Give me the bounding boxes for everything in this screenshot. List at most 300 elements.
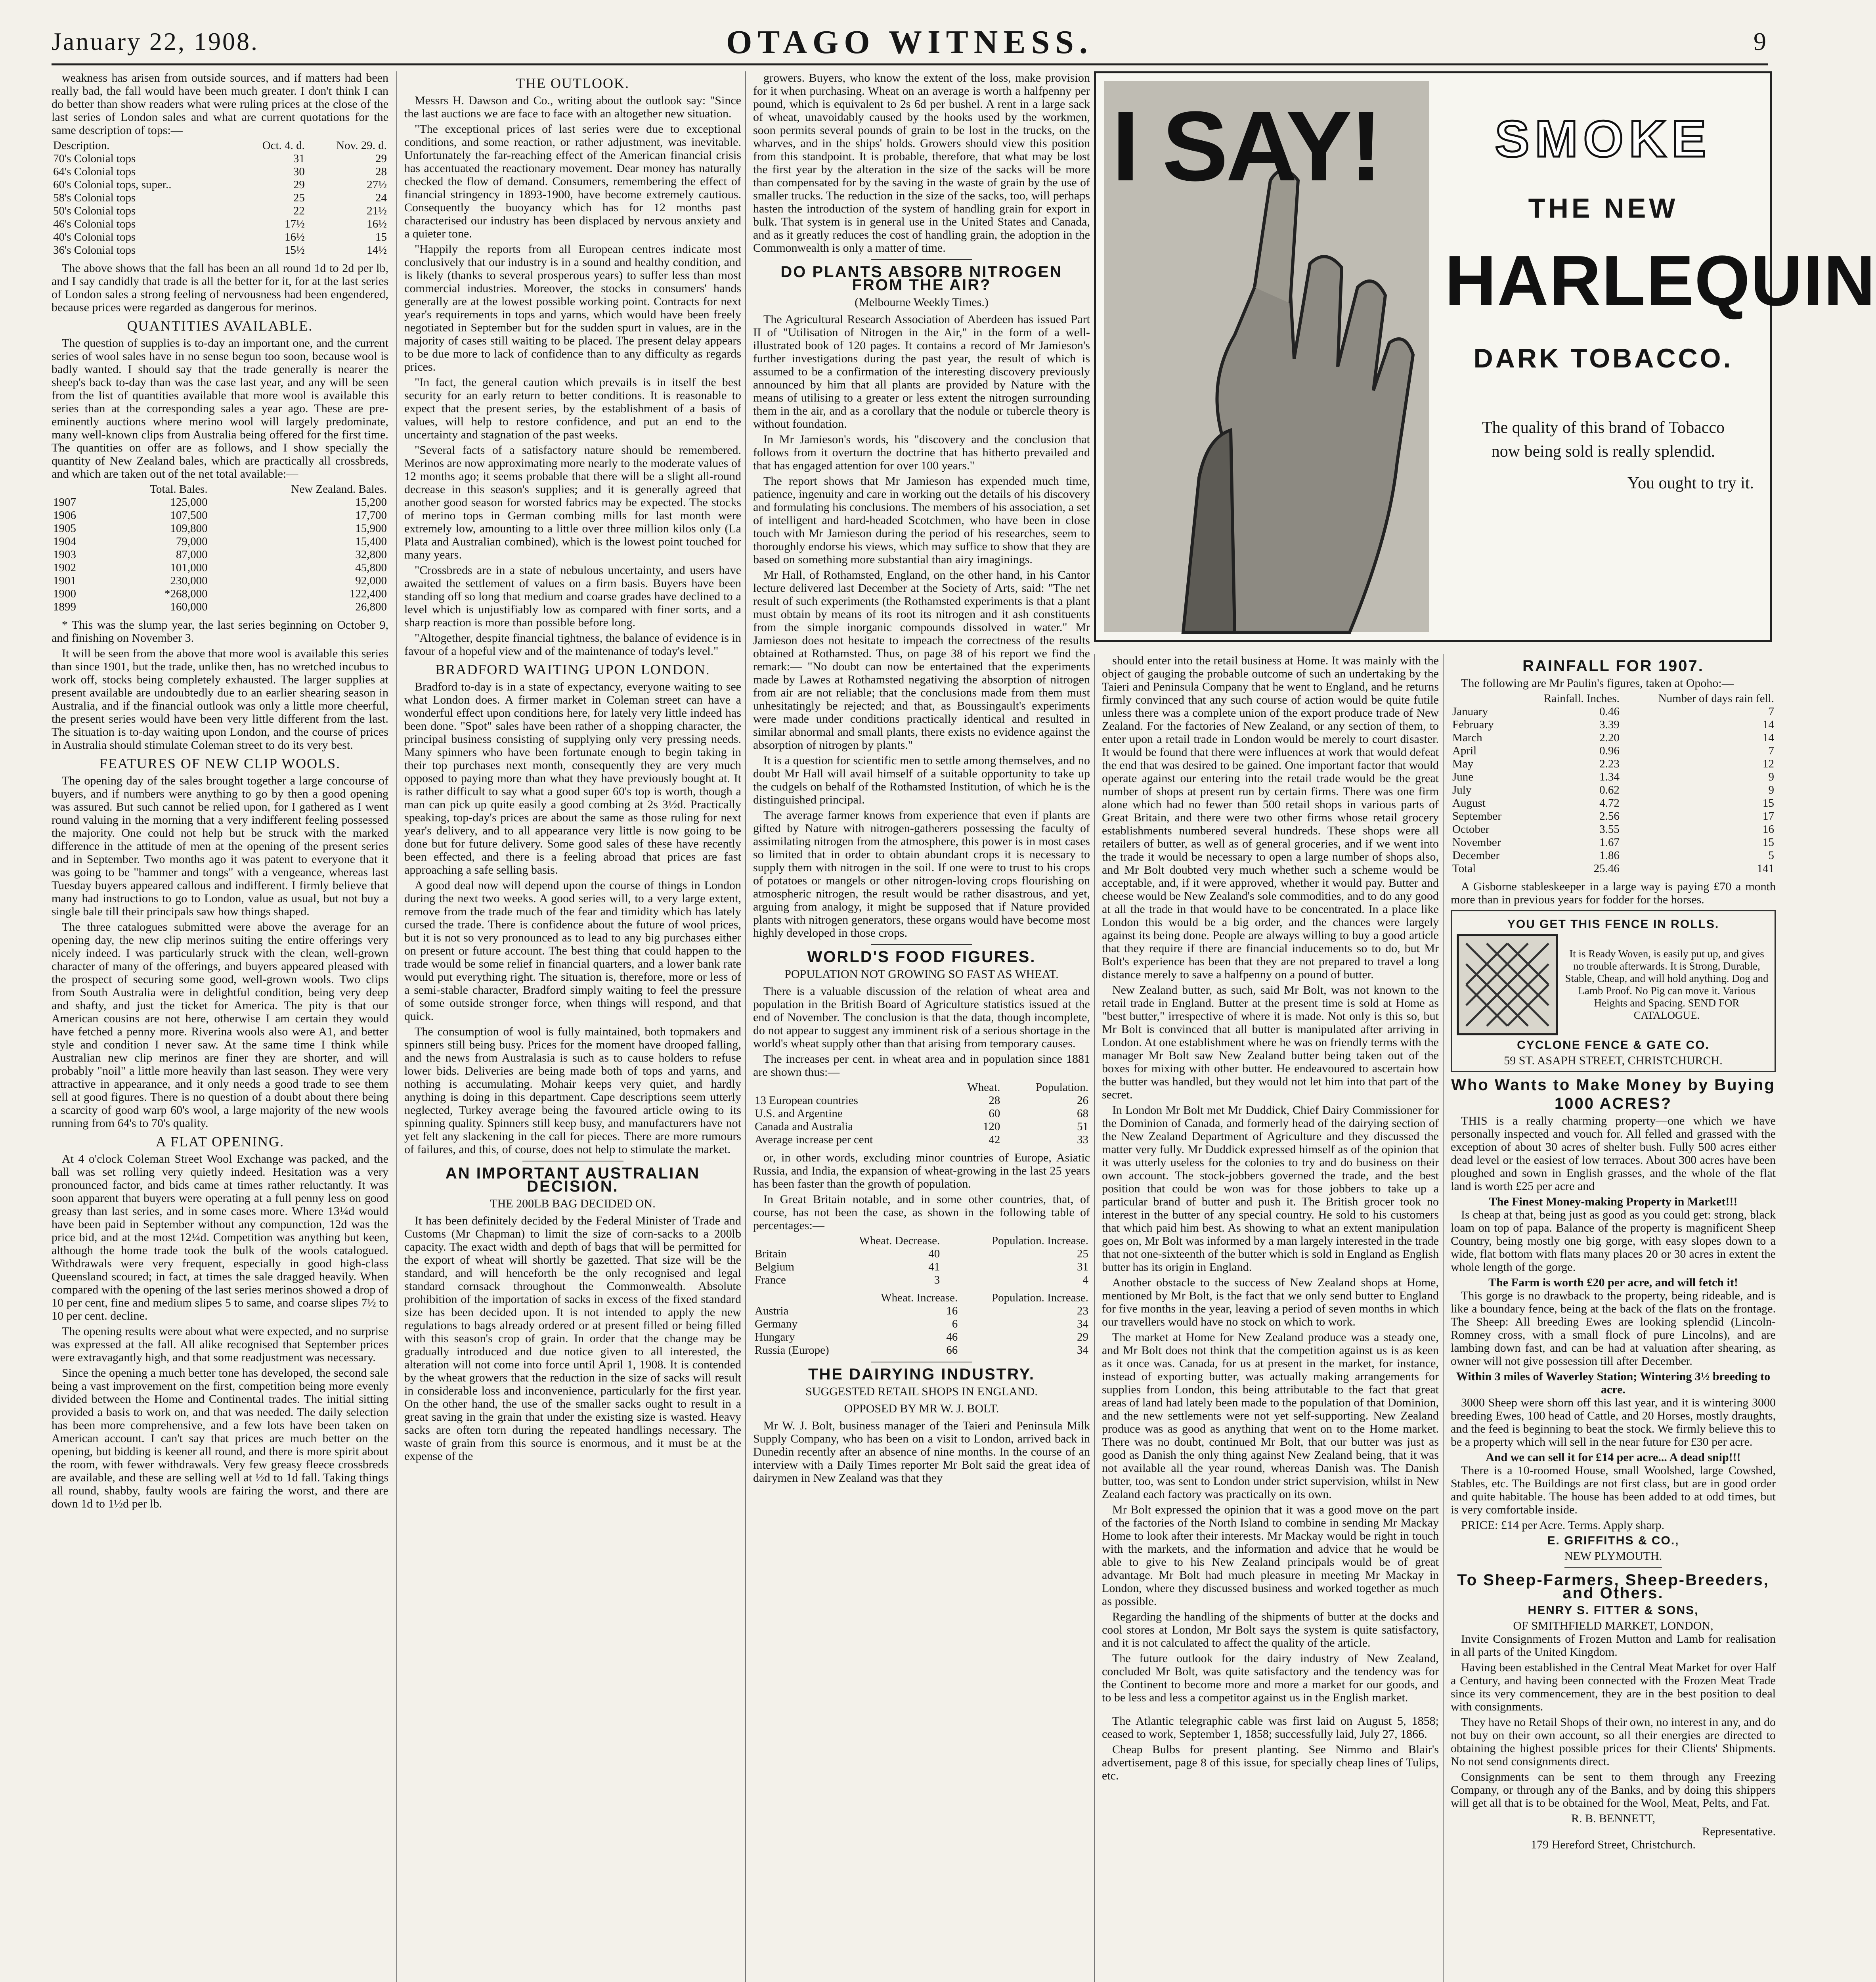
ad-headline: I SAY! xyxy=(1112,91,1381,201)
table-cell: 1901 xyxy=(53,574,76,587)
table-cell: Total xyxy=(1452,862,1476,875)
table-row xyxy=(753,1094,1090,1107)
article-paragraph: The future outlook for the dairy industry of New Zealand, concluded Mr Bolt, was quite satisfactory and the tendency was for the Continent to become more and more a market for our goods, and to be less and less a competitor against us in the English market. xyxy=(1102,1652,1439,1704)
table-cell: 92,000 xyxy=(355,574,387,587)
table-row xyxy=(52,587,388,601)
table-cell: Britain xyxy=(755,1247,787,1260)
table-cell: *268,000 xyxy=(164,587,208,600)
table-cell: 15,200 xyxy=(355,496,387,509)
table-header: Oct. 4. d. xyxy=(262,139,305,152)
article-paragraph: In Mr Jamieson's words, his "discovery and the conclusion that follows from it overturn the doctrine that has hitherto prevailed and that has engaged attention for over 100 years." xyxy=(753,433,1090,472)
ad-headline: YOU GET THIS FENCE IN ROLLS. xyxy=(1507,918,1719,931)
newspaper-title: OTAGO WITNESS. xyxy=(726,24,1093,61)
table-row xyxy=(1451,731,1776,744)
table-cell: 12 xyxy=(1763,758,1774,770)
issue-date: January 22, 1908. xyxy=(52,27,259,55)
table-cell: 122,400 xyxy=(349,587,387,600)
table-row xyxy=(753,1331,1090,1344)
ad-the-new: THE NEW xyxy=(1528,193,1679,224)
article-paragraph: growers. Buyers, who know the extent of the loss, make provision for it when purchasing. Wheat on an average is worth a halfpenny per pound, which is equivalent to 2s 6d per bushel. A rent in a large sack of wheat, unavoidably caused by the hooks used by the workmen, soon permits several pounds of grain to be lost in the trucks, on the wharves, and in the ships' holds. Growers should view this position from this standpoint. It is probable, therefore, that what may be lost the first year by the alteration in the size of the sacks will be more than compensated for by the saving in the waste of grain by the use of smaller trucks. The reduction in the size of the sacks, too, will perhaps hasten the introduction of the system of handling grain for export in bulk. That system is in general use in the United States and Canada, and as it greatly reduces the cost of handling grain, the adoption in the Commonwealth is only a matter of time. xyxy=(753,71,1090,254)
table-cell: 79,000 xyxy=(176,535,208,548)
table-row xyxy=(753,1305,1090,1318)
table-cell: 64's Colonial tops xyxy=(53,165,136,178)
table-cell: 1904 xyxy=(53,535,76,548)
table-cell: 16½ xyxy=(367,218,387,230)
table-row xyxy=(753,1247,1090,1261)
ad-paragraph: This gorge is no drawback to the property, being rideable, and is like a boundary fence, being at the back of the flats on the frontage. The Sheep: All breeding Ewes are looking splendid (Lincoln-Romney cross, with a small flock of pure Lincolns), and are lambing down fast, and can be had at valuation after shearing, as owner will not give possession till after December. xyxy=(1451,1289,1776,1368)
table-cell: 15,900 xyxy=(355,522,387,535)
article-paragraph: The report shows that Mr Jamieson has expended much time, patience, ingenuity and care in working out the details of his discovery and formulating his conclusions. The members of his association, a set of intelligent and hard-headed Scotchmen, who have been in close touch with Mr Jamieson during the period of his researches, seem to thoroughly endorse his views, which may suffice to show that they are based on something more substantial than airy imaginings. xyxy=(753,474,1090,566)
table-row xyxy=(52,522,388,535)
table-cell: 33 xyxy=(1077,1133,1088,1146)
ad-headline: Who Wants to Make Money by Buying xyxy=(1451,1076,1775,1094)
article-paragraph: "Altogether, despite financial tightness, the balance of evidence is in favour of a hopeful view and of the maintenance of today's level." xyxy=(404,631,741,658)
article-paragraph: The Atlantic telegraphic cable was first laid on August 5, 1858; ceased to work, September 1, 1858; successfully laid, July 27, 1866. xyxy=(1102,1714,1439,1741)
table-row xyxy=(1451,849,1776,862)
table-cell: 3.55 xyxy=(1599,823,1620,836)
ad-subheading: And we can sell it for £14 per acre... A dead snip!!! xyxy=(1486,1451,1741,1464)
table-cell: 3.39 xyxy=(1599,718,1620,731)
table-row xyxy=(1451,810,1776,823)
table-row xyxy=(52,496,388,509)
divider xyxy=(1564,1567,1662,1568)
table-header xyxy=(1451,692,1519,705)
table-header: Total. Bales. xyxy=(150,483,208,495)
article-paragraph: Messrs H. Dawson and Co., writing about the outlook say: "Since the last auctions we are face to face with an altogether new situation. xyxy=(404,94,741,120)
table-cell: September xyxy=(1452,810,1502,823)
table-cell: 32,800 xyxy=(355,548,387,561)
article-paragraph: A Gisborne stableskeeper in a large way is paying £70 a month more than in previous years for fodder for the horses. xyxy=(1451,880,1776,906)
article-paragraph: It is a question for scientific men to settle among themselves, and no doubt Mr Hall will avail himself of a suitable opportunity to take up the cudgels on behalf of the Rothamsted Institution, of which he is the distinguished principal. xyxy=(753,754,1090,806)
table-cell: 1.86 xyxy=(1599,849,1620,862)
table-row xyxy=(1451,718,1776,731)
table-header: Number of days rain fell. xyxy=(1658,692,1774,705)
ad-paragraph: Invite Consignments of Frozen Mutton and Lamb for realisation in all parts of the United Kingdom. xyxy=(1451,1632,1776,1659)
ad-tagline: The quality of this brand of Tobacco xyxy=(1482,419,1725,437)
table-cell: 30 xyxy=(293,165,305,178)
table-cell: 42 xyxy=(989,1133,1000,1146)
table-row xyxy=(1451,784,1776,797)
table-row xyxy=(753,1274,1090,1287)
table-row xyxy=(52,231,388,244)
ad-paragraph: 3000 Sheep were shorn off this last year, and it is wintering 3000 breeding Ewes, 100 head of Cattle, and 20 Horses, mostly draughts, and the feed is beginning to beat the stock. We firmly believe this to be a property which will sell in the near future for £30 per acre. xyxy=(1451,1396,1776,1448)
table-cell: 58's Colonial tops xyxy=(53,191,136,204)
table-header xyxy=(753,1234,817,1247)
section-heading: FEATURES OF NEW CLIP WOOLS. xyxy=(99,756,341,771)
article-paragraph: The following are Mr Paulin's figures, taken at Opoho:— xyxy=(1461,677,1734,690)
table-row xyxy=(753,1133,1090,1146)
article-paragraph: New Zealand butter, as such, said Mr Bolt, was not known to the retail trade in England. Butter at the present time is sold at Home as "best butter," irrespective of where it is made. Not only is this so, but Mr Bolt is convinced that all butter is manipulated after arriving in London. At one establishment where he was on friendly terms with the manager Mr Bolt saw New Zealand butter being taken out of the boxes for mixing with other butter. He endeavoured to ascertain how the butter was handled, but they would not let him into that part of the secret. xyxy=(1102,983,1439,1101)
ad-paragraph: THIS is a really charming property—one which we have personally inspected and vouch for. All felled and grassed with the exception of about 30 acres of shelter bush. Fully 500 acres either dead level or the easiest of low terraces. About 300 acres have been ploughed and sown in English grasses, and the whole of the flat land is worth £25 per acre and xyxy=(1451,1114,1776,1193)
ad-subheading: The Finest Money-making Property in Market!!! xyxy=(1489,1195,1738,1208)
article-paragraph: At 4 o'clock Coleman Street Wool Exchange was packed, and the ball was set rolling very quietly indeed. Hesitation was a very pronounced factor, and bids came at times rather reluctantly. It was soon apparent that buyers were operating at a full penny less on good greasy than last series, and in some cases more. Where 13¼d would have been paid in September without any compunction, 12d was the price bid, and at the most 12¼d. Competition was anything but keen, although the home trade took the bulk of the wools catalogued. Withdrawals were very frequent, especially in good high-class Queensland scoured; in fact, at times the sale dragged heavily. When compared with the opening of the last series merinos showed a drop of 10 per cent, fine and medium slipes 5 to same, and coarse slipes 7½ to 10 per cent. decline. xyxy=(52,1152,388,1322)
harlequin-tobacco-advert xyxy=(1094,71,1876,642)
table-cell: 46 xyxy=(946,1331,958,1343)
ad-company: CYCLONE FENCE & GATE CO. xyxy=(1517,1039,1710,1052)
table-cell: February xyxy=(1452,718,1494,731)
article-headline: AN IMPORTANT AUSTRALIAN DECISION. xyxy=(445,1165,700,1195)
table-cell: 3 xyxy=(934,1274,940,1286)
table-cell: 1903 xyxy=(53,548,76,561)
column-3 xyxy=(745,71,1090,1982)
article-paragraph: Regarding the handling of the shipments of butter at the docks and cool stores at London, Mr Bolt says the system is quite satisfactory, and it is not calculated to affect the quality of the article. xyxy=(1102,1610,1439,1649)
table-cell: France xyxy=(755,1274,786,1286)
table-header: Population. Increase. xyxy=(991,1234,1088,1247)
article-paragraph: It will be seen from the above that more wool is available this series than since 1901, but the trade, unlike then, has no wretched incubus to work off, stocks being completely exhausted. The larger supplies at present available are undoubtedly due to an earlier shearing season in Australia, and if the financial outlook was only a little more cheerful, the present series would have been very little different from the last. The situation is to-day waiting upon London, and the course of prices in Australia should stimulate Coleman street to do its very best. xyxy=(52,647,388,752)
article-paragraph: Mr W. J. Bolt, business manager of the Taieri and Peninsula Milk Supply Company, who has been on a visit to London, arrived back in Dunedin recently after an absence of nine months. In the course of an interview with a Daily Times reporter Mr Bolt said the great idea of dairymen in New Zealand was that they xyxy=(753,1419,1090,1485)
table-row xyxy=(52,152,388,165)
table-row xyxy=(52,165,388,178)
table-cell: 17 xyxy=(1763,810,1774,823)
ad-company: E. GRIFFITHS & CO., xyxy=(1547,1534,1679,1547)
table-cell: 25 xyxy=(1077,1247,1088,1260)
table-cell: 141 xyxy=(1757,862,1774,875)
table-cell: 1907 xyxy=(53,496,76,509)
section-heading: A FLAT OPENING. xyxy=(155,1134,285,1150)
table-cell: 6 xyxy=(952,1318,958,1330)
table-row xyxy=(52,191,388,205)
column-1 xyxy=(52,71,388,1982)
table-cell: 17,700 xyxy=(355,509,387,522)
table-cell: 41 xyxy=(928,1261,940,1273)
table-cell: 1899 xyxy=(53,601,76,613)
table-row xyxy=(52,178,388,191)
article-subheading: POPULATION NOT GROWING SO FAST AS WHEAT. xyxy=(784,968,1059,981)
table-cell: 28 xyxy=(989,1094,1000,1107)
table-cell: Austria xyxy=(755,1305,789,1317)
table-cell: Russia (Europe) xyxy=(755,1344,829,1356)
table-cell: 7 xyxy=(1768,705,1774,718)
table-row xyxy=(52,509,388,522)
ad-headline: 1000 ACRES? xyxy=(1554,1095,1672,1112)
table-row xyxy=(1451,836,1776,849)
table-cell: 16½ xyxy=(285,231,305,243)
article-paragraph: or, in other words, excluding minor countries of Europe, Asiatic Russia, and India, the expansion of wheat-growing in the last 25 years has been faster than the growth of population. xyxy=(753,1151,1090,1190)
table-row xyxy=(753,1120,1090,1133)
table-cell: 46's Colonial tops xyxy=(53,218,136,230)
table-cell: 0.62 xyxy=(1599,784,1620,796)
table-header: Wheat. Increase. xyxy=(881,1291,958,1304)
table-cell: 34 xyxy=(1077,1344,1088,1356)
ad-representative: R. B. BENNETT, xyxy=(1571,1812,1655,1825)
table-row xyxy=(1451,797,1776,810)
article-paragraph: Mr Bolt expressed the opinion that it was a good move on the part of the factories of the North Island to combine in sending Mr Mackay Home to look after their interests. Mr Mackay would be right in touch with the markets, and the information and advice that he would be able to give to his New Zealand principals would be of great advantage. Mr Bolt had much pleasure in meeting Mr Mackay in London, where they discussed business and worked together as much as possible. xyxy=(1102,1503,1439,1608)
ad-address: 179 Hereford Street, Christchurch. xyxy=(1531,1838,1696,1851)
article-subheading: THE 200LB BAG DECIDED ON. xyxy=(490,1197,656,1210)
column-5 xyxy=(1443,654,1776,1982)
table-cell: November xyxy=(1452,836,1501,849)
rainfall-table xyxy=(1451,692,1776,875)
ad-subheading: The Farm is worth £20 per acre, and will fetch it! xyxy=(1488,1276,1738,1289)
table-cell: August xyxy=(1452,797,1486,809)
table-cell: 23 xyxy=(1077,1305,1088,1317)
table-header: New Zealand. Bales. xyxy=(291,483,387,495)
table-cell: 15 xyxy=(1763,836,1774,849)
table-cell: 9 xyxy=(1768,771,1774,783)
table-cell: 26,800 xyxy=(355,601,387,613)
wheat-population-table xyxy=(753,1081,1090,1146)
table-row xyxy=(52,535,388,548)
tops-price-table xyxy=(52,139,388,257)
table-row xyxy=(1451,771,1776,784)
article-paragraph: "Happily the reports from all European centres indicate most conclusively that our industry is in a sound and healthy condition, and is likely (thanks to several prosperous years) to suffer less than most commercial industries. Moreover, the stocks in consumers' hands generally are at the lowest possible working point. Contracts for next year's requirements in tops and yarns, which would have been freely negotiated in September but for the sudden spurt in values, are in the majority of cases still waiting to be placed. The present delay appears to be due more to lack of confidence than to any difficulty as regards prices. xyxy=(404,243,741,373)
ad-product: DARK TOBACCO. xyxy=(1473,343,1733,373)
ad-address: 59 ST. ASAPH STREET, CHRISTCHURCH. xyxy=(1504,1054,1723,1067)
fence-ad-body xyxy=(1456,933,1771,1036)
table-row xyxy=(52,601,388,614)
table-cell: 107,500 xyxy=(170,509,208,522)
table-row xyxy=(1451,744,1776,758)
article-paragraph: The Agricultural Research Association of Aberdeen has issued Part II of "Utilisation of Nitrogen in the Air," in the form of a well-illustrated book of 120 pages. It contains a record of Mr Jamieson's further investigations during the past year, the result of which is assumed to be a confirmation of the interesting discovery previously announced by him that all plants are provided by Nature with the means of utilising to a greater or less extent the nitrogen surrounding them in the air, and as a corollary that the nodule or tubercle theory is without foundation. xyxy=(753,313,1090,430)
table-cell: 50's Colonial tops xyxy=(53,205,136,217)
table-cell: U.S. and Argentine xyxy=(755,1107,843,1120)
table-cell: 34 xyxy=(1077,1318,1088,1330)
page-number: 9 xyxy=(1754,27,1768,55)
article-paragraph: The opening day of the sales brought together a large concourse of buyers, and if numbers were anything to go by then a good opening was assured. But such cannot be relied upon, for I gathered as I went round valuing in the morning that a very indifferent feeling possessed the majority. One could not help but be struck with the marked difference in the attitude of men at the opening of the present series and in September. Two months ago it was patent to everyone that it was going to be "hammer and tongs" with a vengeance, whereas last Tuesday buyers appeared callous and indifferent. I firmly believe that many had instructions to go to London, value as usual, but not buy a single bale till their principals saw how things shaped. xyxy=(52,774,388,918)
ad-brand: HARLEQUIN xyxy=(1445,241,1876,321)
fence-roll-icon xyxy=(1456,933,1559,1036)
table-row xyxy=(1451,758,1776,771)
table-cell: Average increase per cent xyxy=(755,1133,873,1146)
table-cell: 29 xyxy=(293,178,305,191)
table-header xyxy=(52,483,99,496)
table-cell: 70's Colonial tops xyxy=(53,152,136,165)
table-cell: Canada and Australia xyxy=(755,1120,853,1133)
table-cell: 1906 xyxy=(53,509,76,522)
article-paragraph: Since the opening a much better tone has developed, the second sale being a vast improvement on the first, competition being more evenly divided between the Home and Continental trades. The initial sitting provided a basis to work on, and that was needed. The daily selection has been more comprehensive, and a few lots have been taken on American account. I can't say that prices are much better on the opening, but bidding is keener all round, and there is more spirit about the room, with fewer withdrawals. Very few greasy fleece crossbreds are available, and these are selling well at ½d to 1d fall. Taking things all round, shabby, faulty wools are fairing the worst, and there are down 1d to 1½d per lb. xyxy=(52,1366,388,1510)
table-cell: Germany xyxy=(755,1318,797,1330)
section-heading: THE OUTLOOK. xyxy=(516,75,629,91)
article-paragraph: "The exceptional prices of last series were due to exceptional conditions, and some reaction, or rather adjustment, was inevitable. Unfortunately the far-reaching effect of the American financial crisis has accentuated the reactionary movement. Dear money has naturally checked the flow of demand. Consumers, remembering the effect of financial stringency in 1893-1900, have become extremely cautious. Consequently the buoyancy which has for 12 months past characterised our industry has been displaced by nervous anxiety and a quieter tone. xyxy=(404,122,741,240)
section-heading: QUANTITIES AVAILABLE. xyxy=(127,318,313,334)
table-header xyxy=(753,1081,945,1094)
column-2 xyxy=(396,71,741,1982)
table-cell: 0.46 xyxy=(1599,705,1620,718)
table-cell: 160,000 xyxy=(170,601,208,613)
table-header: Population. Increase. xyxy=(991,1291,1088,1304)
table-cell: 21½ xyxy=(367,205,387,217)
table-cell: 25 xyxy=(293,191,305,204)
article-paragraph: should enter into the retail business at Home. It was mainly with the object of gauging the probable outcome of such an undertaking by the Taieri and Peninsula Company that he went to England, and he returns firmly convinced that any such course of action would be quite futile unless there was a complete union of the export produce trade of New Zealand. For the factories of New Zealand, or any section of them, to enter upon a retail trade in London would be merely to court disaster. It would be found that there were influences at work that would defeat the end that was desired to be gained. One important factor that would operate against our entering into the retail trade would be the great number of shops at present run by certain firms. There was one firm alone which had no fewer than 500 retail shops in various parts of Great Britain, and there were two other firms whose retail grocery establishments numbered several hundreds. These shops were all retailers of butter, as well as of general groceries, and if we went into the trade it would be necessary to open a large number of shops also, and Mr Bolt doubted very much whether such a scheme would be acceptable, and, if it were approved, whether it would pay. Butter and cheese would be New Zealand's sole commodities, and to do any good at all the trade in that would have to be concentrated. In a place like London this would be a big order, and the chances were largely against its being done. People are always willing to buy a good article that they require if there are financial inducements so to do, but Mr Bolt's experience has been that they are not prepared to travel a long distance merely to save a halfpenny on a pound of butter. xyxy=(1102,654,1439,981)
table-cell: Belgium xyxy=(755,1261,794,1273)
table-cell: 1902 xyxy=(53,561,76,574)
table-row xyxy=(753,1261,1090,1274)
article-paragraph: The average farmer knows from experience that even if plants are gifted by Nature with nitrogen-gatherers possessing the faculty of assimilating nitrogen from the atmosphere, this power is in most cases so limited that in order to obtain abundant crops it is necessary to supply them with nitrogen in the soil. If one were to trust to his crops of potatoes or mangels or other nitrogen-loving crops flourishing on atmospheric nitrogen, the result would be rather disastrous, and yet, arguing from analogy, it might be supposed that if Nature provided plants with nitrogen generators, these organs would have become most highly developed in those crops. xyxy=(753,809,1090,939)
table-cell: 5 xyxy=(1768,849,1774,862)
article-source: (Melbourne Weekly Times.) xyxy=(855,296,989,309)
ad-subheading: Within 3 miles of Waverley Station; Wintering 3½ breeding to acre. xyxy=(1456,1370,1771,1396)
table-cell: 25.46 xyxy=(1593,862,1620,875)
table-cell: 15½ xyxy=(285,244,305,256)
article-paragraph: The three catalogues submitted were above the average for an opening day, the new clip merinos suiting the entire offerings very nicely indeed. I was particularly struck with the clean, well-grown character of many of the offerings, and buyers appeared pleased with the prospect of securing some good, well-grown wools. Two clips from South Australia were in delightful condition, being very deep and shafty, and just the ticket for America. The pity is that our American cousins are not here, otherwise I am certain they would have fetched a penny more. Riverina wools also were A1, and better style and condition I never saw. At the same time I think while Australian new clip merinos are finer they are shorter, and will probably "noil" a little more heavily than last season. They were very attractive in appearance, and it only needs a good trade to see them sell at good figures. There is no question of a doubt about there being a scarcity of good warp 60's wool, a large majority of the new wools running from 64's to 70's quality. xyxy=(52,920,388,1130)
table-cell: 1.67 xyxy=(1599,836,1620,849)
table-cell: 31 xyxy=(1077,1261,1088,1273)
table-row xyxy=(753,1344,1090,1357)
article-paragraph: "Crossbreds are in a state of nebulous uncertainty, and users have awaited the settlement of values on a firm basis. Buyers have been standing off so long that medium and coarse grades have declined to a level which is unjustifiably low as compared with finer sorts, and a sharp reaction is more than possible before long. xyxy=(404,564,741,629)
table-cell: Hungary xyxy=(755,1331,795,1343)
table-row xyxy=(1451,823,1776,836)
ad-headline: To Sheep-Farmers, Sheep-Breeders, and Others. xyxy=(1457,1571,1769,1602)
table-cell: 40's Colonial tops xyxy=(53,231,136,243)
table-cell: 1905 xyxy=(53,522,76,535)
table-cell: 4.72 xyxy=(1599,797,1620,809)
ad-tagline: You ought to try it. xyxy=(1627,474,1754,492)
table-cell: 1900 xyxy=(53,587,76,600)
table-cell: 29 xyxy=(1077,1331,1088,1343)
table-cell: 4 xyxy=(1082,1274,1088,1286)
article-paragraph: weakness has arisen from outside sources, and if matters had been really bad, the fall would have been much greater. I don't think I can do better than show readers what were ruling prices at the close of the last series of London sales and what are current quotations for the same description of tops:— xyxy=(52,71,388,137)
column-4 xyxy=(1094,654,1439,1982)
table-cell: 31 xyxy=(293,152,305,165)
ad-smoke: SMOKE xyxy=(1495,110,1712,168)
article-paragraph: In Great Britain notable, and in some other countries, that, of course, has not been the case, as shown in the following table of percentages:— xyxy=(753,1193,1090,1232)
table-row xyxy=(52,244,388,257)
table-row xyxy=(52,218,388,231)
table-header: Wheat. xyxy=(967,1081,1000,1094)
table-cell: May xyxy=(1452,758,1474,770)
table-cell: March xyxy=(1452,731,1482,744)
table-row xyxy=(1451,705,1776,718)
ad-paragraph: Having been established in the Central Meat Market for over Half a Century, and having been connected with the Frozen Meat Trade since its very commencement, they are in the best position to deal with consignments. xyxy=(1451,1661,1776,1713)
article-headline: THE DAIRYING INDUSTRY. xyxy=(808,1366,1035,1383)
article-paragraph: Another obstacle to the success of New Zealand shops at Home, mentioned by Mr Bolt, is the fact that we only send butter to England for five months in the year, leaving a period of seven months in which our travellers would have no stock on which to work. xyxy=(1102,1276,1439,1328)
article-subheading: OPPOSED BY MR W. J. BOLT. xyxy=(844,1402,999,1415)
article-paragraph: Cheap Bulbs for present planting. See Nimmo and Blair's advertisement, page 8 of this issue, for specially cheap lines of Tulips, etc. xyxy=(1102,1743,1439,1782)
ad-paragraph: There is a 10-roomed House, small Woolshed, large Cowshed, Stables, etc. The Buildings are not first class, but are in good order and quite habitable. The house has been added to at odd times, but is very comfortable inside. xyxy=(1451,1464,1776,1516)
ad-place: OF SMITHFIELD MARKET, LONDON, xyxy=(1513,1619,1713,1632)
cyclone-fence-advert xyxy=(1451,910,1776,1072)
table-cell: 29 xyxy=(375,152,387,165)
article-paragraph: "In fact, the general caution which prevails is in itself the best security for an early return to better conditions. It is reasonable to expect that the present series, by the establishment of a basis of values, will help to restore confidence, and put an end to the uncertainty and stagnation of the past weeks. xyxy=(404,376,741,441)
article-paragraph: The market at Home for New Zealand produce was a steady one, and Mr Bolt does not think that the competition against us is as keen as it once was. Canada, for us at present in the market, for instance, instead of exporting butter, was actually making arrangements for supplies from London, this being attributable to the fact that great areas of land had lately been made to the population of that Dominion, and the new settlements were not yet self-supporting. New Zealand produce was as good as anything that went on to the Home market. There was no doubt, continued Mr Bolt, that our butter was just as good as Danish the only thing against New Zealand being, that it was not available all the year round, whereas Danish was. The Danish butter, too, was sent to London under strict supervision, whilst in New Zealand each factory was practically on its own. xyxy=(1102,1331,1439,1501)
table-cell: 28 xyxy=(375,165,387,178)
article-paragraph: Mr Hall, of Rothamsted, England, on the other hand, in his Cantor lecture delivered last December at the Society of Arts, said: "The net result of such experiments (the Rothamsted experiments is that a plant must obtain by means of its root its nitrogen and it ash constituents from the simple inorganic compounds dissolved in water." Mr Jamieson does not hesitate to impeach the correctness of the results obtained at Rothamsted. Thus, on page 38 of his report we find the remark:— "No doubt can now be entertained that the experiments made by Lawes at Rothamsted negativing the absorption of nitrogen from air are not reliable; that the conclusions made from them must unhesitatingly be rejected; and that, as Boussingault's experiments were made under conditions practically identical and resulted in similar abnormal and small plants, there exists no evidence against the absorption of nitrogen by plants." xyxy=(753,568,1090,752)
ad-place: NEW PLYMOUTH. xyxy=(1564,1550,1662,1563)
article-headline: WORLD'S FOOD FIGURES. xyxy=(807,948,1036,966)
section-heading: BRADFORD WAITING UPON LONDON. xyxy=(435,662,710,677)
table-cell: 120 xyxy=(983,1120,1000,1133)
table-row xyxy=(52,205,388,218)
table-cell: 7 xyxy=(1768,744,1774,757)
divider xyxy=(871,944,972,945)
table-header xyxy=(753,1291,855,1305)
table-cell: 24 xyxy=(375,191,387,204)
article-headline: DO PLANTS ABSORB NITROGEN FROM THE AIR? xyxy=(780,263,1063,294)
table-cell: 15 xyxy=(375,231,387,243)
table-cell: January xyxy=(1452,705,1488,718)
table-cell: April xyxy=(1452,744,1477,757)
divider xyxy=(1220,1709,1321,1710)
table-cell: 16 xyxy=(1763,823,1774,836)
divider xyxy=(871,259,972,260)
table-row xyxy=(1451,862,1776,875)
article-paragraph: In London Mr Bolt met Mr Duddick, Chief Dairy Commissioner for the Dominion of Canada, and formerly head of the dairying section of the New Zealand Department of Agriculture and they discussed the matter very fully. Mr Duddick expressed himself as of the opinion that it was utterly useless for the colonies to try and do business on their own account. The stock-jobbers governed the trade, and the best position that could be won was for those jobbers to take up a particular brand of butter and push it. The British grocer took no interest in the butter of any special country. He sold to his customers that which paid him best. As showing to what an extent manipulation goes on, Mr Bolt was informed by a man largely interested in the trade that not one-sixteenth of the butter which is sold in England as English butter has its origin in England. xyxy=(1102,1104,1439,1274)
table-cell: 0.96 xyxy=(1599,744,1620,757)
article-paragraph: There is a valuable discussion of the relation of wheat area and population in the British Board of Agriculture statistics issued at the end of November. The conclusion is that the data, though incomplete, do not appear to suggest any imminent risk of a serious shortage in the world's wheat supply other than that arising from temporary causes. xyxy=(753,985,1090,1050)
table-cell: 230,000 xyxy=(170,574,208,587)
table-cell: 36's Colonial tops xyxy=(53,244,136,256)
masthead xyxy=(52,16,1768,65)
table-cell: October xyxy=(1452,823,1490,836)
ad-text: It is Ready Woven, is easily put up, and gives no trouble afterwards. It is Strong, Durable, Stable, Cheap, and will hold anything. Dog and Lamb Proof. No Pig can move it. Various Heights and Spacing. SEND FOR CATALOGUE. xyxy=(1565,948,1769,1021)
article-paragraph: A good deal now will depend upon the course of things in London during the next two weeks. A good series will, to a very large extent, remove from the trade much of the fear and timidity which has lately cursed the trade. There is confidence about the future of wool prices, but it is not so very pronounced as to lead to any big purchases either on present or future account. The best thing that could happen to the trade would be some relief in financial quarters, and a lower bank rate would put everything right. The situation is, therefore, more or less of a semi-stable character, Bradford simply waiting to feel the pressure of some outside stronger force, when things will respond, and that quick. xyxy=(404,879,741,1023)
table-footnote: * This was the slump year, the last series beginning on October 9, and finishing on November 3. xyxy=(52,618,388,645)
article-paragraph: The increases per cent. in wheat area and in population since 1881 are shown thus:— xyxy=(753,1052,1090,1079)
table-header: Nov. 29. d. xyxy=(336,139,387,152)
table-header: Wheat. Decrease. xyxy=(859,1234,940,1247)
table-cell: 14 xyxy=(1763,731,1774,744)
table-row xyxy=(52,574,388,587)
article-subheading: SUGGESTED RETAIL SHOPS IN ENGLAND. xyxy=(805,1385,1038,1398)
table-cell: 9 xyxy=(1768,784,1774,796)
table-cell: 14½ xyxy=(367,244,387,256)
bales-table xyxy=(52,483,388,614)
table-cell: 22 xyxy=(293,205,305,217)
table-row xyxy=(52,548,388,561)
table-cell: July xyxy=(1452,784,1472,796)
ad-tagline: now being sold is really splendid. xyxy=(1491,442,1715,461)
ad-paragraph: Is cheap at that, being just as good as you could get: strong, black loam on top of papa. Balance of the property is magnificent Sheep Country, being mostly one big gorge, with easy slopes down to a wide, flat bottom with flats many places 20 or 30 acres in extent the whole length of the gorge. xyxy=(1451,1208,1776,1274)
table-cell: 27½ xyxy=(367,178,387,191)
table-row xyxy=(52,561,388,574)
article-paragraph: The consumption of wool is fully maintained, both topmakers and spinners still being busy. Prices for the moment have drooped falling, and the news from Australasia is such as to cause holders to refuse lower bids. Deliveries are being made both of tops and yarns, and nothing is accumulating. Mohair keeps very quiet, and hardly anything is doing in this department. Cape descriptions seem utterly neglected, Turkey average being the favoured article owing to its spinning quality. Spinners still keep busy, and manufacturers have not yet felt any slackening in the call for pieces. There are more rumours of failures, and this, of course, does not help to stimulate the market. xyxy=(404,1025,741,1156)
table-cell: 45,800 xyxy=(355,561,387,574)
table-cell: 13 European countries xyxy=(755,1094,858,1107)
ad-price: PRICE: £14 per Acre. Terms. Apply sharp. xyxy=(1461,1519,1665,1532)
ad-representative-title: Representative. xyxy=(1702,1825,1776,1838)
table-cell: 60's Colonial tops, super.. xyxy=(53,178,172,191)
article-paragraph: The opening results were about what were expected, and no surprise was expressed at the fall. All alike recognised that September prices were extravagantly high, and that some readjustment was necessary. xyxy=(52,1325,388,1364)
article-paragraph: The above shows that the fall has been an all round 1d to 2d per lb, and I say candidly that trade is all the better for it, for at the last series of London sales a strong feeling of nervousness had been engendered, because prices were regarded as dangerous for merinos. xyxy=(52,262,388,314)
wheat-increase-table xyxy=(753,1291,1090,1357)
ad-company: HENRY S. FITTER & SONS, xyxy=(1528,1604,1699,1617)
table-cell: 14 xyxy=(1763,718,1774,731)
table-header: Rainfall. Inches. xyxy=(1543,692,1620,705)
article-paragraph: It has been definitely decided by the Federal Minister of Trade and Customs (Mr Chapman) to limit the size of corn-sacks to a 200lb capacity. The exact width and depth of bags that will be permitted for the export of wheat will shortly be gazetted. That size will be the standard, and will henceforth be the only recognised and legal standard cornsack throughout the Commonwealth. Absolute prohibition of the importation of sacks in excess of the fixed standard size has been decided upon. It is not intended to apply the new regulations to bags already ordered or at present filled or being filled with this season's crop of grain. In order that the change may be gradually introduced and due notice given to all interested, the alteration will not come into force until April 1, 1908. It is contended by the wheat growers that the reduction in the size of sacks will result in considerable loss and inconvenience, particularly for the first year. On the other hand, the use of the smaller sacks ought to result in a great saving in the grain that under the existing size is wasted. Heavy sacks are often torn during the repeated handlings necessary. The waste of grain from this source is enormous, and it must be at the expense of the xyxy=(404,1214,741,1463)
table-cell: December xyxy=(1452,849,1500,862)
table-cell: 40 xyxy=(928,1247,940,1260)
table-cell: 101,000 xyxy=(170,561,208,574)
table-cell: 15 xyxy=(1763,797,1774,809)
article-paragraph: The question of supplies is to-day an important one, and the current series of wool sales have in no sense begun too soon, because wool is badly wanted. I should say that the trade generally is nearer the sheep's back to-day than was the case last year, and any will be seen from the list of quantities available that more wool is available this series than at the corresponding sales a year ago. These are pre-eminently auctions where merino wool will largely predominate, many well-known clips from Australia being offered for the first time. The quantities on offer are as follows, and I show specially the quantity of New Zealand bales, which are practically all crossbreds, and which are taken out of the net total available:— xyxy=(52,337,388,480)
table-row xyxy=(753,1318,1090,1331)
table-cell: 2.23 xyxy=(1599,758,1620,770)
table-cell: 2.20 xyxy=(1599,731,1620,744)
table-cell: 60 xyxy=(989,1107,1000,1120)
table-header: Description. xyxy=(53,139,110,152)
table-cell: 17½ xyxy=(285,218,305,230)
ad-paragraph: Consignments can be sent to them through any Freezing Company, or through any of the Banks, and by doing this shippers will get all that is to be obtained for the Wool, Meat, Pelts, and Fat. xyxy=(1451,1770,1776,1810)
table-cell: 109,800 xyxy=(170,522,208,535)
table-cell: 2.56 xyxy=(1599,810,1620,823)
table-cell: June xyxy=(1452,771,1474,783)
table-cell: 51 xyxy=(1077,1120,1088,1133)
article-paragraph: "Several facts of a satisfactory nature should be remembered. Merinos are now approximating more nearly to the moderate values of 12 months ago; it seems probable that there will be a slight all-round decrease in this season's supplies; and it is generally agreed that another good season for worsted fabrics may be expected. The stocks of merino tops in German combing mills for last month were extremely low, amounting to a little over three million kilos only (La Plata and Australian combined), which is the lowest point touched for many years. xyxy=(404,444,741,561)
wheat-decrease-table xyxy=(753,1234,1090,1287)
table-cell: 125,000 xyxy=(170,496,208,509)
table-cell: 26 xyxy=(1077,1094,1088,1107)
table-cell: 1.34 xyxy=(1599,771,1620,783)
section-heading: RAINFALL FOR 1907. xyxy=(1522,657,1704,675)
article-paragraph: Bradford to-day is in a state of expectancy, everyone waiting to see what London does. A firmer market in Coleman street can have a wonderful effect upon conditions here, for lately very little indeed has been done. "Spot" sales have been rather of a shopping character, the principal business consisting of supplying only very pressing needs. Many spinners who have been fortunate enough to begin taking in their top purchases next month, consequently they are very much opposed to paying more than what they have previously bought at. It is rather difficult to say what a good super 60's top is worth, though a man can pick up quite easily a good combing at 2s 3½d. Practically speaking, top-day's prices are about the same as those ruling for next year's delivery, and to all appearance very little is now going to be done but for future delivery. Some good sales of these have recently been effected, and there is a feeling abroad that prices are fast approaching a safe selling basis. xyxy=(404,680,741,876)
table-cell: 66 xyxy=(946,1344,958,1356)
ad-paragraph: They have no Retail Shops of their own, no interest in any, and do not buy on their own account, so all their energies are directed to obtaining the highest possible prices for their Clients' Shipments. No not send consignments direct. xyxy=(1451,1716,1776,1768)
table-cell: 15,400 xyxy=(355,535,387,548)
table-cell: 16 xyxy=(946,1305,958,1317)
table-row xyxy=(753,1107,1090,1120)
table-header: Population. xyxy=(1036,1081,1088,1094)
table-cell: 68 xyxy=(1077,1107,1088,1120)
